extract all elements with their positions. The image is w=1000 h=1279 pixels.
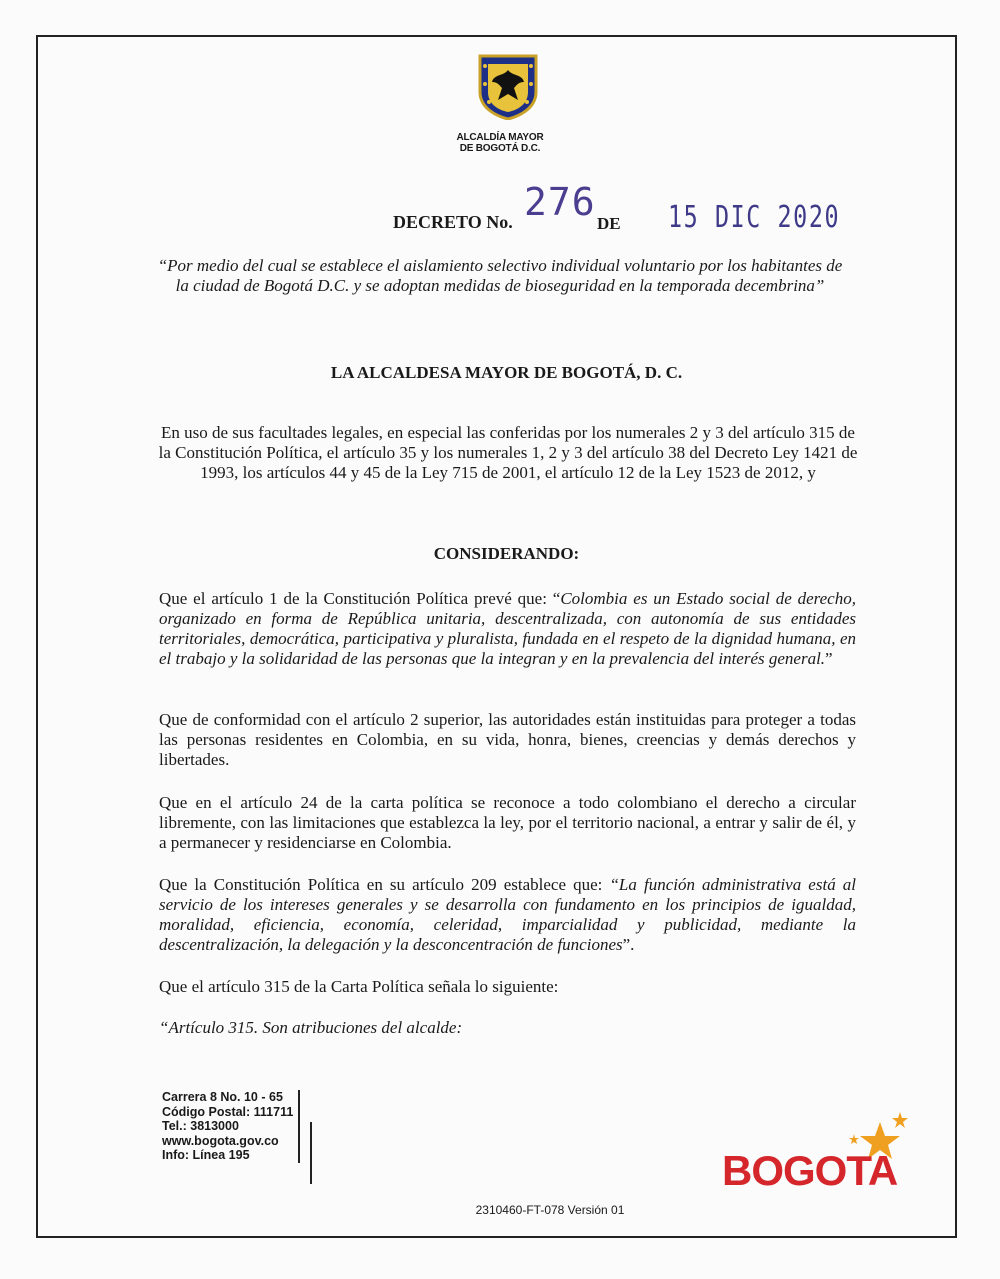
decree-de-label: DE [597,214,621,233]
paragraph-article-1-quote: Colombia es un Estado social de derecho, organizado en forma de República unitaria, descentralizada, con autonomía de sus entidades territoriales, democrática, participativa y pluralista, fundada en el respeto de la dignidad humana, en el trabajo y la solidaridad de las personas que la integran y en la prevalencia del interés general. [159,589,856,668]
paragraph-article-209 [159,875,856,955]
bogota-logo [722,1112,912,1212]
footer-website: www.bogota.gov.co [162,1133,279,1148]
entity-name-line-1: ALCALDÍA MAYOR [456,132,544,143]
paragraph-article-24: Que en el artículo 24 de la carta política se reconoce a todo colombiano el derecho a circular libremente, con las limitaciones que establezca la ley, por el territorio nacional, a entrar y salir de él, y a permanecer y residenciarse en Colombia. [159,793,856,852]
decree-header [0,180,1000,240]
paragraph-article-1-lead: Que el artículo 1 de la Constitución Política prevé que: “ [159,589,561,608]
legal-powers-paragraph: En uso de sus facultades legales, en especial las conferidas por los numerales 2 y 3 del artículo 315 de la Constitución Política, el artículo 35 y los numerales 1, 2 y 3 del artículo 38 del Decreto Ley 1421 de 1993, los artículos 44 y 45 de la Ley 715 de 2001, el artículo 12 de la Ley 1523 de 2012, y [158,423,858,482]
considerando-heading: CONSIDERANDO: [433,544,580,563]
footer-divider [310,1122,312,1184]
paragraph-article-1-end: ” [825,649,833,668]
authority-heading: LA ALCALDESA MAYOR DE BOGOTÁ, D. C. [330,363,683,382]
paragraph-article-209-end: ”. [622,935,635,954]
paragraph-article-209-quote: “La función administrativa está al servicio de los intereses generales y se desarrolla con fundamento en los principios de igualdad, moralidad, eficiencia, economía, celeridad, imparcialidad y publicidad, mediante la descentralización, la delegación y la desconcentración de funciones [159,875,857,954]
logo-wordmark: BOGOTA [722,1147,898,1194]
footer-contact-block [162,1090,300,1163]
paragraph-article-1 [159,589,856,669]
decree-label: DECRETO No. [393,212,513,232]
paragraph-article-315: Que el artículo 315 de la Carta Política señala lo siguiente: [159,977,559,996]
decree-number-stamp: 276 [524,180,596,224]
decree-date-stamp: 15 DIC 2020 [668,200,841,235]
paragraph-article-2: Que de conformidad con el artículo 2 superior, las autoridades están instituidas para proteger a todas las personas residentes en Colombia, en su vida, honra, bienes, creencias y demás derechos y libertades. [159,710,856,769]
decree-title: “Por medio del cual se establece el aislamiento selectivo individual voluntario por los habitantes de la ciudad de Bogotá D.C. y se adoptan medidas de bioseguridad en la temporada decembrina” [157,256,843,295]
entity-name-line-2: DE BOGOTÁ D.C. [459,143,541,154]
footer-info-line: Info: Línea 195 [162,1148,250,1162]
form-version: 2310460-FT-078 Versión 01 [475,1203,625,1217]
footer-address: Carrera 8 No. 10 - 65 [162,1090,283,1104]
paragraph-article-315-quote: “Artículo 315. Son atribuciones del alcalde: [159,1018,463,1037]
coat-of-arms-seal [476,54,540,120]
footer-postal-code: Código Postal: 111711 [162,1104,294,1119]
footer-phone: Tel.: 3813000 [162,1119,239,1133]
paragraph-article-209-lead: Que la Constitución Política en su artículo 209 establece que: [159,875,610,894]
